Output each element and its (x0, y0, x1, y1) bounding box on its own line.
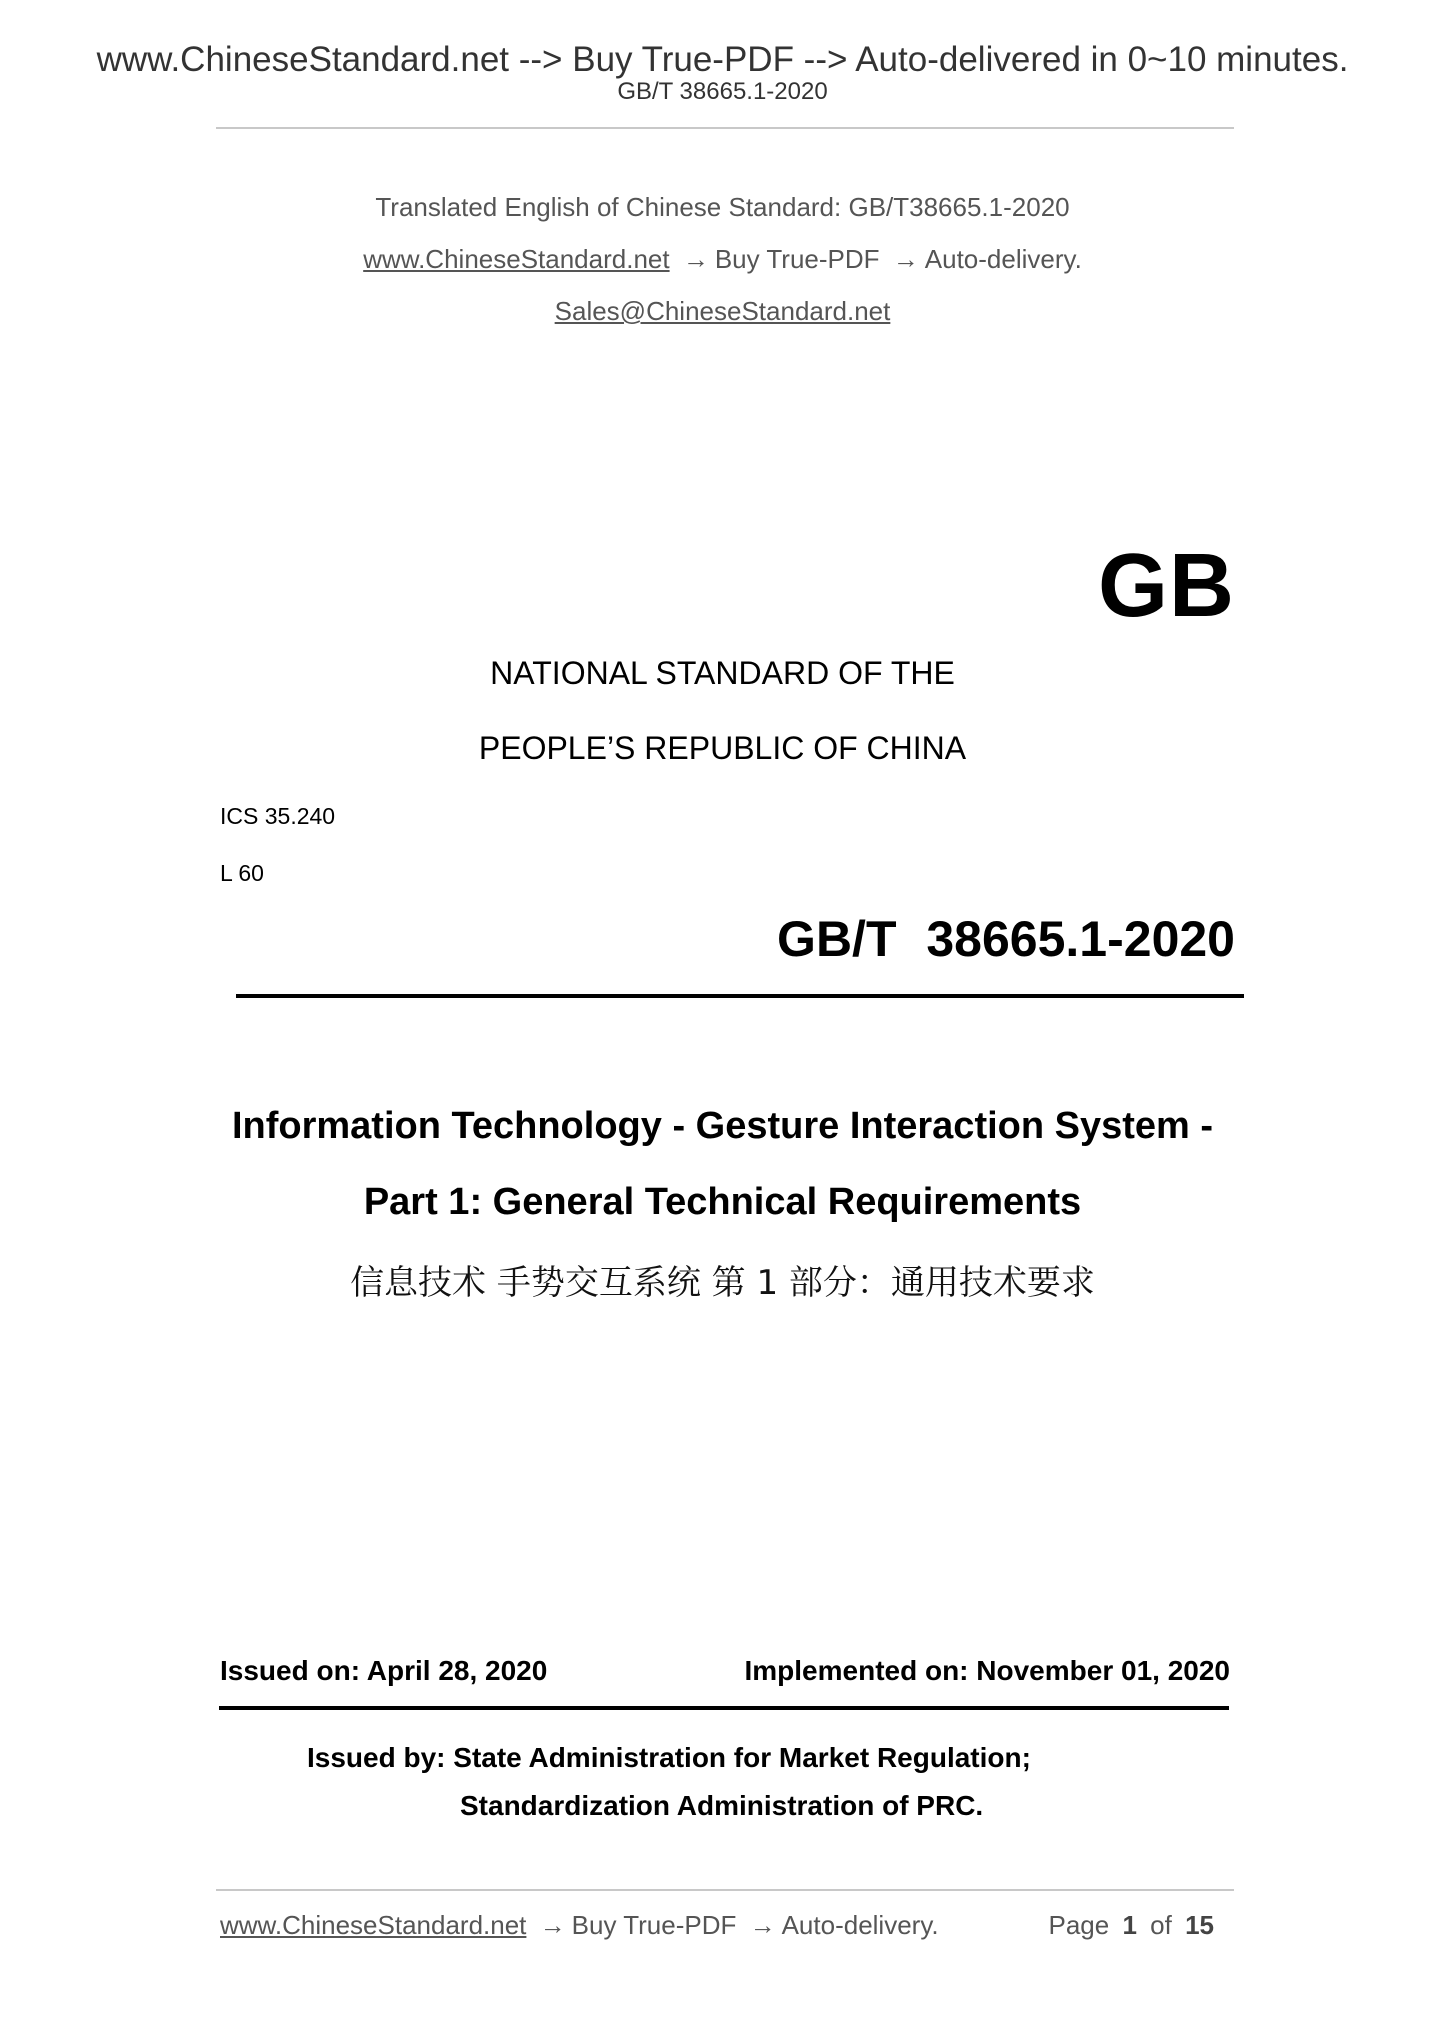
footer-buy-text: Buy True-PDF (571, 1910, 737, 1940)
arrow-right-icon: → (539, 1910, 566, 1940)
arrow-right-icon: → (682, 244, 709, 274)
implemented-on: Implemented on: November 01, 2020 (744, 1655, 1230, 1686)
site-link[interactable]: www.ChineseStandard.net (363, 244, 670, 274)
arrow-right-icon: → (892, 244, 919, 274)
page-total: 15 (1185, 1910, 1214, 1940)
footer-site-link[interactable]: www.ChineseStandard.net (220, 1910, 527, 1940)
standard-number-rule (236, 994, 1244, 998)
arrow-right-icon: → (749, 1910, 776, 1940)
title-line2: Part 1: General Technical Requirements (363, 1181, 1082, 1223)
national-standard-line2: PEOPLE’S REPUBLIC OF CHINA (478, 730, 967, 766)
email-line (0, 296, 1445, 327)
footer-divider (216, 1889, 1234, 1891)
buy-line (0, 244, 1445, 275)
delivery-text: Auto-delivery. (924, 244, 1082, 274)
header-divider (216, 127, 1234, 129)
dates-rule (219, 1706, 1229, 1710)
page-current: 1 (1122, 1910, 1137, 1940)
top-banner: www.ChineseStandard.net --> Buy True-PDF --> Auto-delivered in 0~10 minutes. (96, 40, 1349, 79)
title-line1: Information Technology - Gesture Interaction System - (231, 1105, 1214, 1147)
page-label: Page (1048, 1910, 1110, 1940)
of-label: of (1150, 1910, 1172, 1940)
header-standard-code: GB/T 38665.1-2020 (617, 78, 828, 105)
gb-logo: GB (1098, 536, 1235, 636)
issued-on: Issued on: April 28, 2020 (220, 1655, 548, 1686)
footer-delivery-text: Auto-delivery. (781, 1910, 939, 1940)
ics-code: ICS 35.240 (220, 803, 336, 829)
issued-by-line2: Standardization Administration of PRC. (460, 1790, 984, 1821)
standard-number: GB/T 38665.1-2020 (777, 911, 1235, 967)
email-link[interactable]: Sales@ChineseStandard.net (554, 296, 891, 326)
buy-text: Buy True-PDF (714, 244, 880, 274)
page-indicator (1048, 1910, 1220, 1941)
l-code: L 60 (220, 860, 264, 886)
translated-line: Translated English of Chinese Standard: GB/T38665.1-2020 (375, 192, 1070, 222)
footer-buy-line (220, 1910, 939, 1941)
national-standard-line1: NATIONAL STANDARD OF THE (490, 655, 955, 691)
chinese-title: 信息技术 手势交互系统 第 1 部分：通用技术要求 (350, 1263, 1095, 1303)
issued-by-line1: Issued by: State Administration for Market Regulation; (307, 1742, 1031, 1773)
